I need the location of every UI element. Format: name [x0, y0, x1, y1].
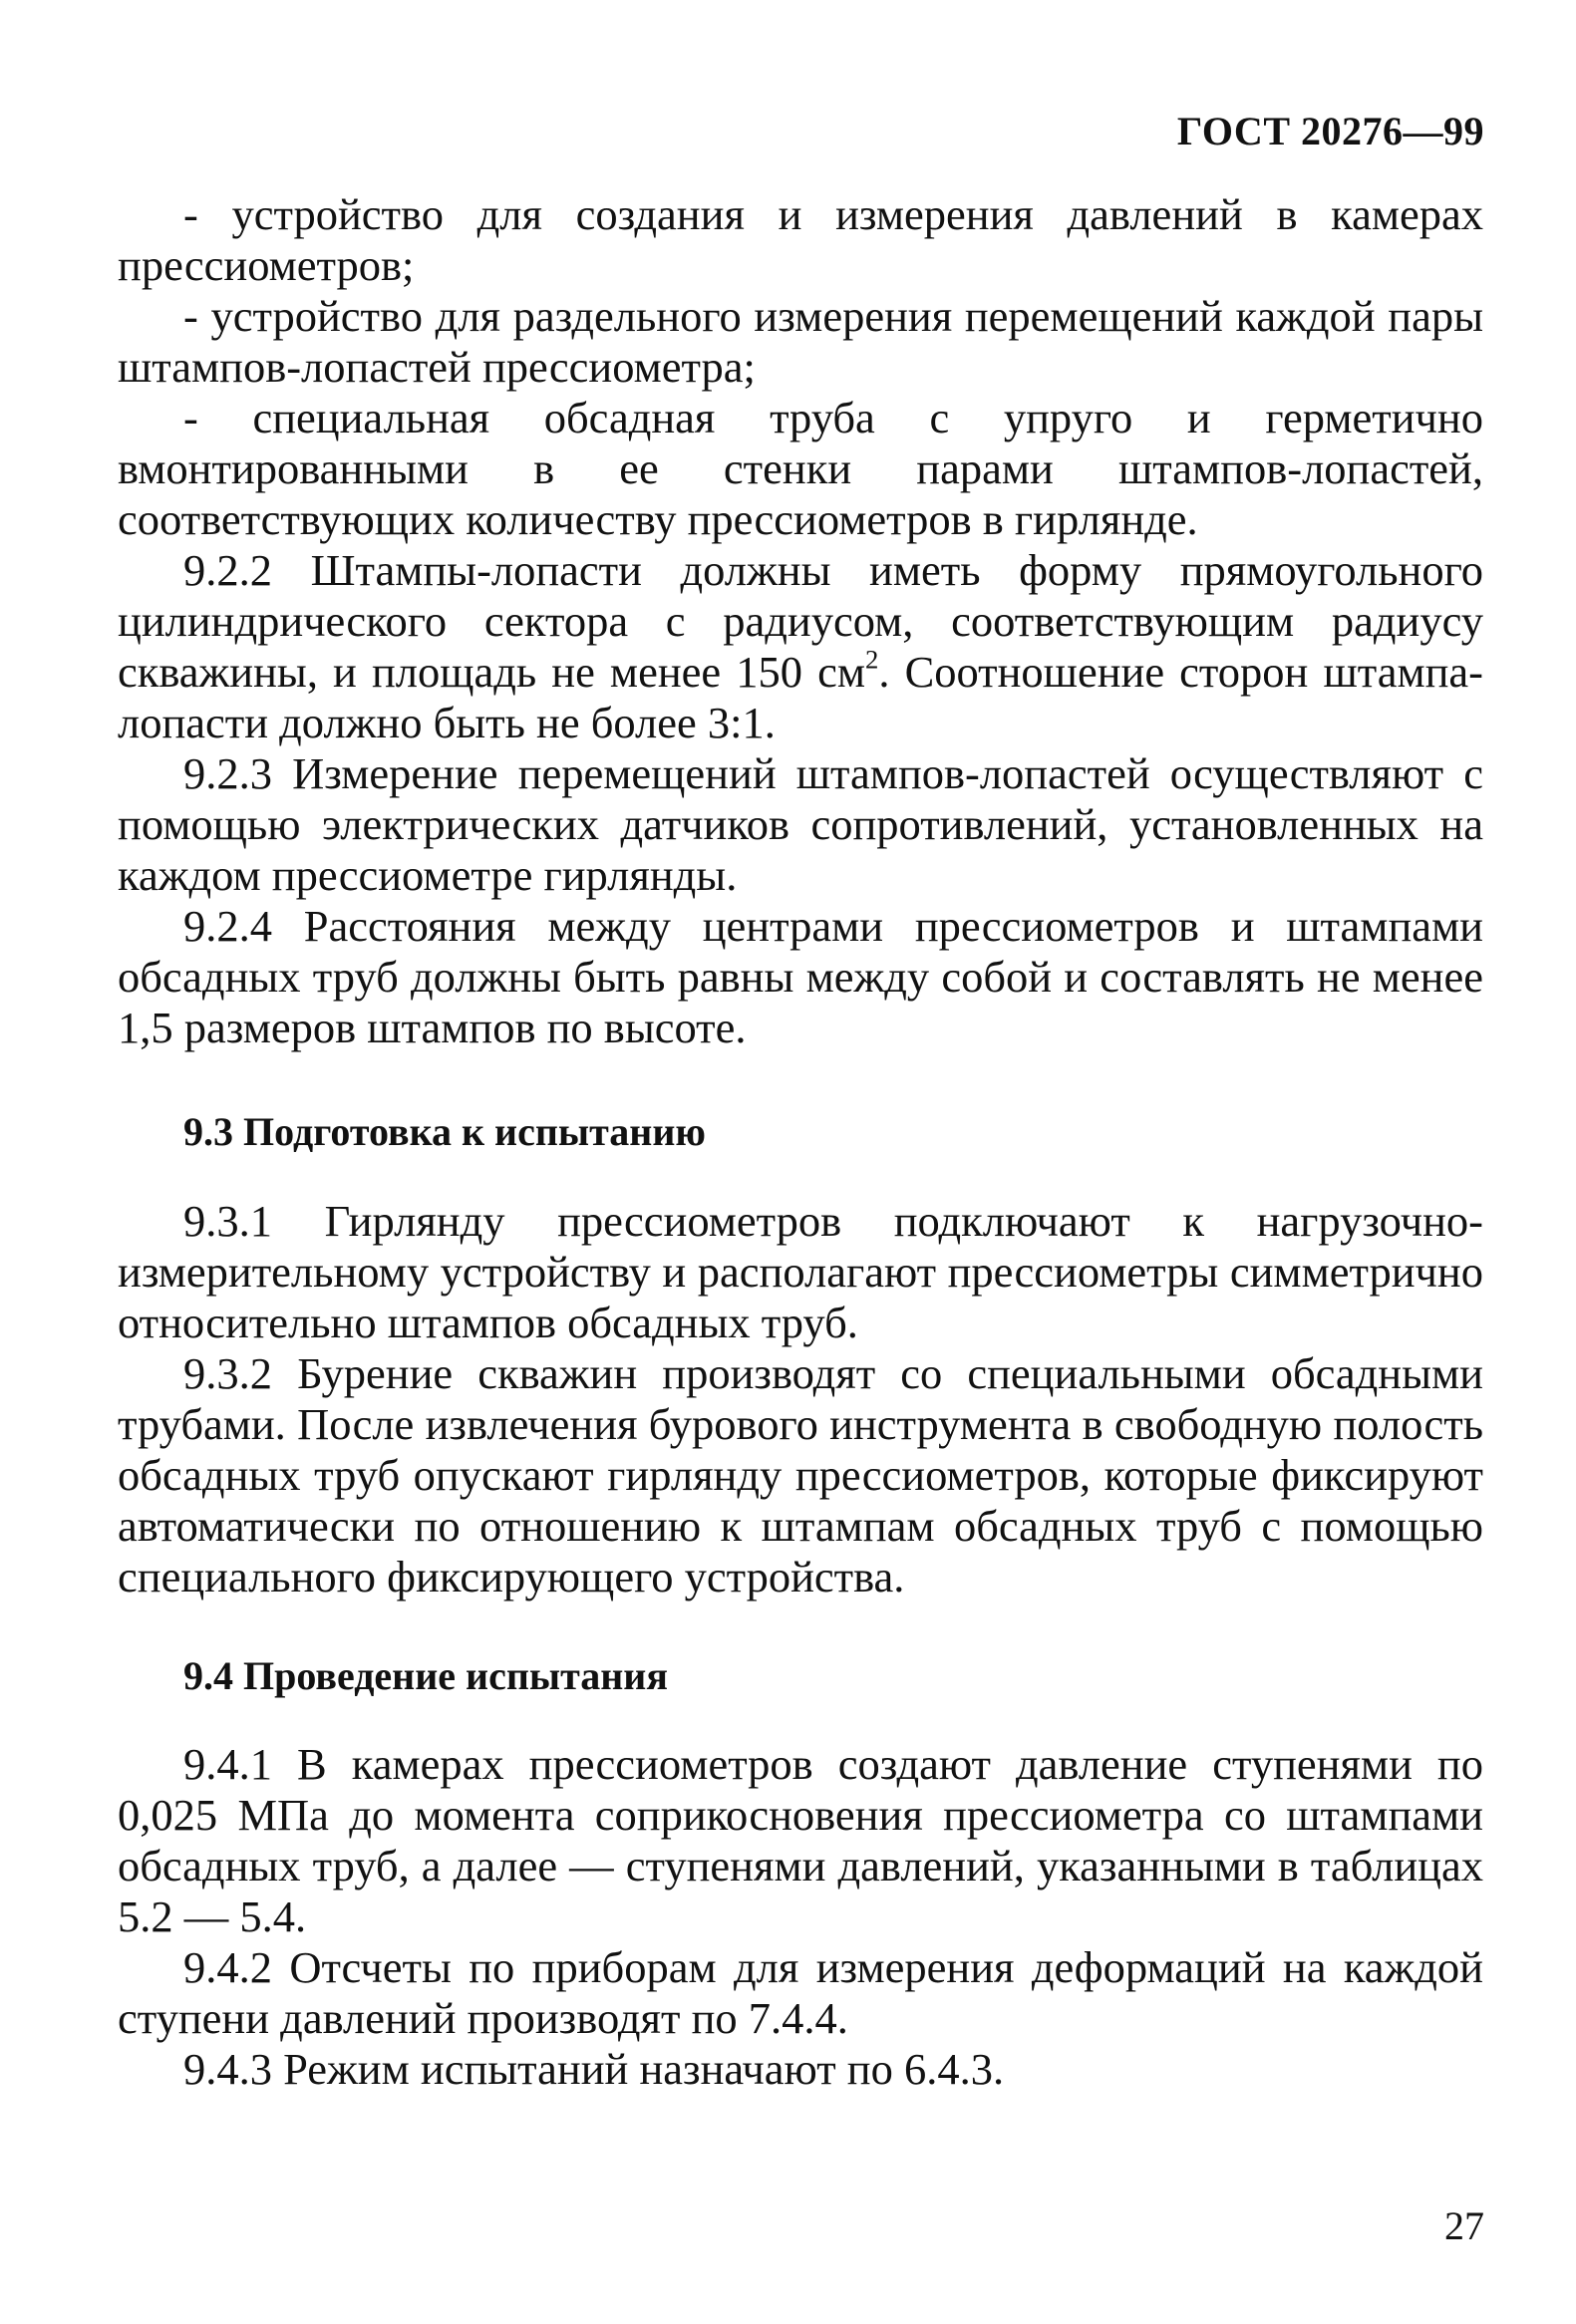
- clause-9-4-3: 9.4.3 Режим испытаний назначают по 6.4.3.: [183, 2044, 1005, 2094]
- document-header: ГОСТ 20276—99: [1176, 109, 1484, 153]
- section-9-3-body: [118, 1196, 1483, 1602]
- clause-9-2-4: 9.2.4 Расстояния между центрами прессиометров и штампами обсадных труб должны быть равны между собой и составлять не менее 1,5 размеров штампов по высоте.: [118, 901, 1483, 1052]
- clause-9-2-3: 9.2.3 Измерение перемещений штампов-лопастей осуществляют с помощью электрических датчиков сопротивлений, установленных на каждом прессиометре гирлянды.: [118, 748, 1483, 900]
- clause-9-2-2-text-end: . Соотношение сторон штампа-лопасти должно быть не более 3:1.: [118, 647, 1483, 747]
- list-item: - устройство для раздельного измерения перемещений каждой пары штампов-лопастей прессиометра;: [118, 291, 1483, 392]
- section-heading-9-3: 9.3 Подготовка к испытанию: [183, 1109, 706, 1154]
- clause-9-3-2: 9.3.2 Бурение скважин производят со специальными обсадными трубами. После извлечения бурового инструмента в свободную полость обсадных труб опускают гирлянду прессиометров, которые фиксируют автоматически по отношению к штампам обсадных труб с помощью специального фиксирующего устройства.: [118, 1348, 1483, 1601]
- clause-9-2-2: [118, 545, 1483, 748]
- clause-9-4-2: 9.4.2 Отсчеты по приборам для измерения деформаций на каждой ступени давлений производят по 7.4.4.: [118, 1942, 1483, 2043]
- section-9-4-body: [118, 1739, 1483, 2095]
- clause-9-2-2-text: 9.2.2 Штампы-лопасти должны иметь форму прямоугольного цилиндрического сектора с радиусом, соответствующим радиусу скважины, и площадь не менее 150 см: [118, 545, 1483, 697]
- clause-9-3-1: 9.3.1 Гирлянду прессиометров подключают к нагрузочно-измерительному устройству и располагают прессиометры симметрично относительно штампов обсадных труб.: [118, 1196, 1483, 1347]
- intro-list: [118, 189, 1483, 1053]
- list-item: - специальная обсадная труба с упруго и герметично вмонтированными в ее стенки парами штампов-лопастей, соответствующих количеству прессиометров в гирлянде.: [118, 393, 1483, 544]
- page-number: 27: [1444, 2203, 1484, 2248]
- list-item: - устройство для создания и измерения давлений в камерах прессиометров;: [118, 189, 1483, 290]
- section-heading-9-4: 9.4 Проведение испытания: [183, 1653, 668, 1698]
- superscript-2: 2: [865, 644, 879, 675]
- clause-9-4-1: 9.4.1 В камерах прессиометров создают давление ступенями по 0,025 МПа до момента соприкосновения прессиометра со штампами обсадных труб, а далее — ступенями давлений, указанными в таблицах 5.2 — 5.4.: [118, 1739, 1483, 1941]
